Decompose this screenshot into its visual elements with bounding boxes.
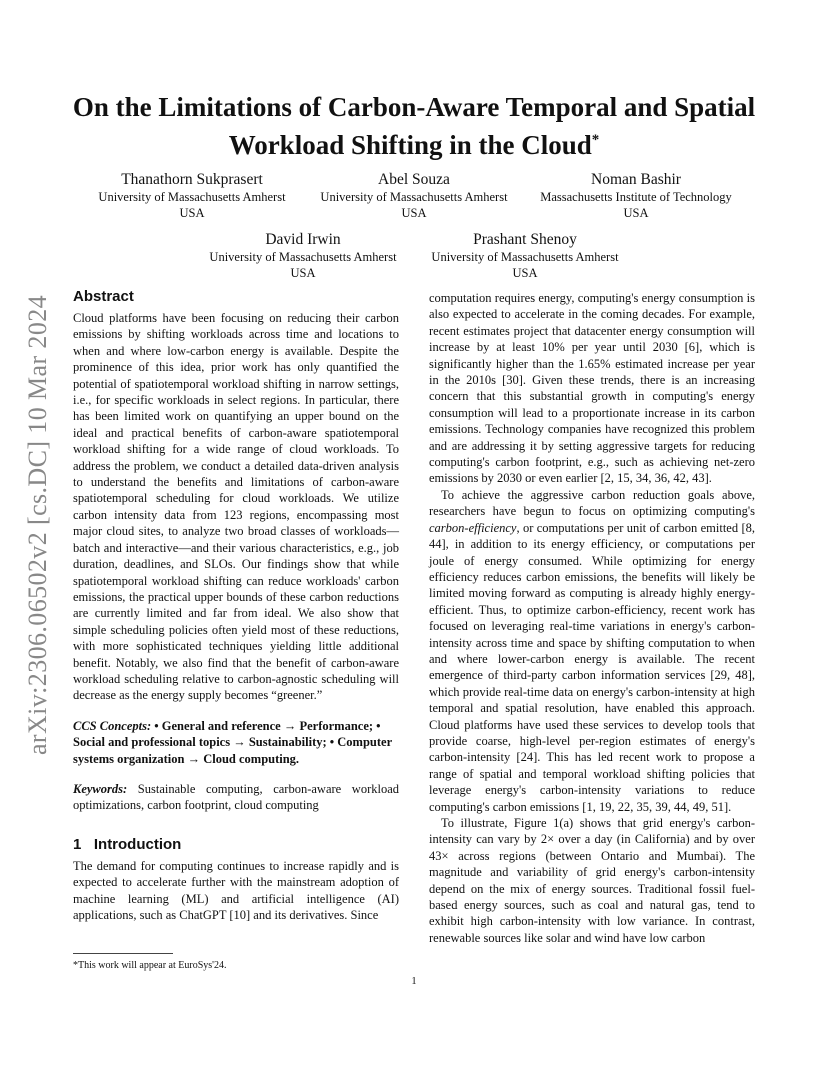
author-name: Prashant Shenoy bbox=[473, 231, 577, 248]
author-affiliation: University of Massachusetts Amherst bbox=[320, 190, 508, 204]
keywords bbox=[73, 781, 399, 814]
ccs-item: • Social and professional topics → Sustainability; bbox=[73, 718, 381, 750]
author-affiliation: University of Massachusetts Amherst bbox=[209, 250, 397, 264]
author-country: USA bbox=[401, 206, 427, 220]
paper-title: On the Limitations of Carbon-Aware Temporal and Spatial Workload Shifting in the Cloud* bbox=[72, 92, 756, 160]
abstract-heading: Abstract bbox=[73, 288, 134, 305]
author-name: Noman Bashir bbox=[591, 171, 681, 188]
section-number: 1 bbox=[73, 835, 82, 853]
author-affiliation: University of Massachusetts Amherst bbox=[98, 190, 286, 204]
author-3 bbox=[524, 171, 748, 221]
author-affiliation: Massachusetts Institute of Technology bbox=[540, 190, 732, 204]
author-1 bbox=[80, 171, 304, 221]
author-affiliation: University of Massachusetts Amherst bbox=[431, 250, 619, 264]
right-column bbox=[429, 290, 755, 946]
keywords-label: Keywords: bbox=[73, 781, 128, 796]
keywords-text: Sustainable computing, carbon-aware workload optimizations, carbon footprint, cloud computing bbox=[73, 781, 400, 813]
author-country: USA bbox=[290, 266, 316, 280]
title-footnote-mark: * bbox=[591, 132, 600, 148]
abstract-text: Cloud platforms have been focusing on reducing their carbon emissions by shifting workloads across time and locations to when and where low-carbon energy is available. Despite the prominence of this idea, prior work has only quantified the potential of spatiotemporal workload shifting in narrow settings, i.e., for specific workloads in select regions. In particular, there has been limited work on quantifying an upper bound on the ideal and practical benefits of carbon-aware spatiotemporal workload shifting for a wide range of cloud workloads. To address the problem, we conduct a detailed data-driven analysis to understand the benefits and limitations of carbon-aware spatiotemporal scheduling for cloud workloads. We utilize carbon intensity data from 123 regions, encompassing most major cloud sites, to analyze two broad classes of workloads—batch and interactive—and their various characteristics, e.g., job duration, deadlines, and SLOs. Our findings show that while spatiotemporal workload shifting can reduce workloads' carbon emissions, the practical upper bounds of these carbon reductions are currently limited and far from ideal. We also show that simple scheduling policies often yield most of these reductions, with more sophisticated techniques yielding little additional benefit. Notably, we also find that the benefit of carbon-aware workload scheduling relative to carbon-agnostic scheduling will decrease as the energy supply becomes “greener.” bbox=[73, 311, 399, 703]
author-4 bbox=[191, 231, 415, 281]
footnote-rule bbox=[73, 953, 173, 954]
emphasis-term: carbon-efficiency bbox=[429, 520, 517, 535]
intro-paragraph-3: To illustrate, Figure 1(a) shows that grid energy's carbon-intensity can vary by 2× over a day (in California) and by over 43× across regions (between Ontario and Mumbai). The magnitude and variability of grid energy's carbon-intensity depend on the mix of energy sources. Traditional fossil fuel-based energy sources, such as coal and natural gas, tend to exhibit high carbon-intensity with low variance. In contrast, renewable sources like solar and wind have low carbon bbox=[429, 816, 755, 945]
ccs-item: • Computer systems organization → Cloud computing. bbox=[73, 735, 392, 766]
footnote: *This work will appear at EuroSys'24. bbox=[73, 960, 227, 971]
author-name: Abel Souza bbox=[378, 171, 450, 188]
intro-paragraph-1: The demand for computing continues to increase rapidly and is expected to accelerate further with the mainstream adoption of machine learning (ML) and artificial intelligence (AI) applications, such as ChatGPT [10] and its derivatives. Since bbox=[73, 858, 399, 922]
author-country: USA bbox=[179, 206, 205, 220]
intro-paragraph-2: To achieve the aggressive carbon reduction goals above, researchers have begun to focus on optimizing computing's carbon-efficiency, or computations per unit of carbon emitted [8, 44], in addition to its energy efficiency, or computations per joule of energy consumed. While optimizing for energy efficiency reduces carbon emissions, the benefits will likely be limited moving forward as computing is already highly energy-efficient. Thus, to optimize carbon-efficiency, recent work has focused on leveraging real-time variations in energy's carbon-intensity across time and space by shifting computation to when and where lower-carbon energy is available. The recent emergence of third-party carbon information services [29, 48], which provide real-time data on energy's carbon-intensity at high temporal and spatial resolution, have enabled this approach. Cloud platforms have used these services to develop tools that provide coarse, high-level per-region estimates of energy's carbon-intensity [24]. This has led recent work to propose a range of spatial and temporal workload shifting policies that leverage energy's carbon-intensity variations to reduce computing's carbon emissions [1, 19, 22, 35, 39, 44, 49, 51]. bbox=[429, 487, 755, 814]
author-name: David Irwin bbox=[265, 231, 341, 248]
section-title: Introduction bbox=[93, 835, 182, 853]
author-country: USA bbox=[512, 266, 538, 280]
ccs-label: CCS Concepts: bbox=[73, 718, 152, 733]
author-country: USA bbox=[623, 206, 649, 220]
ccs-concepts bbox=[73, 718, 399, 767]
author-2 bbox=[302, 171, 526, 221]
ccs-item: • General and reference → Performance; bbox=[154, 718, 374, 733]
intro-paragraph-1-cont: computation requires energy, computing's energy consumption is also expected to accelerate in the coming decades. For example, recent estimates project that datacenter energy consumption will increase by at least 10% per year until 2030 [6], which is significantly higher than the 1.65% estimated increase per year in the 2010s [30]. Given these trends, there is an increasing concern that this substantial growth in computing's energy consumption will lead to a proportionate increase in its carbon emissions. Technology companies have recognized this problem and are addressing it by setting aggressive targets for reducing computing's carbon footprint, e.g., such as achieving net-zero emissions by 2030 or even earlier [2, 15, 34, 36, 42, 43]. bbox=[429, 291, 755, 486]
page-number: 1 bbox=[411, 976, 417, 987]
author-name: Thanathorn Sukprasert bbox=[121, 171, 263, 188]
arxiv-identifier: arXiv:2306.06502v2 [cs.DC] 10 Mar 2024 bbox=[23, 294, 52, 756]
intro-heading bbox=[73, 836, 399, 854]
left-column bbox=[73, 288, 399, 923]
author-5 bbox=[413, 231, 637, 281]
